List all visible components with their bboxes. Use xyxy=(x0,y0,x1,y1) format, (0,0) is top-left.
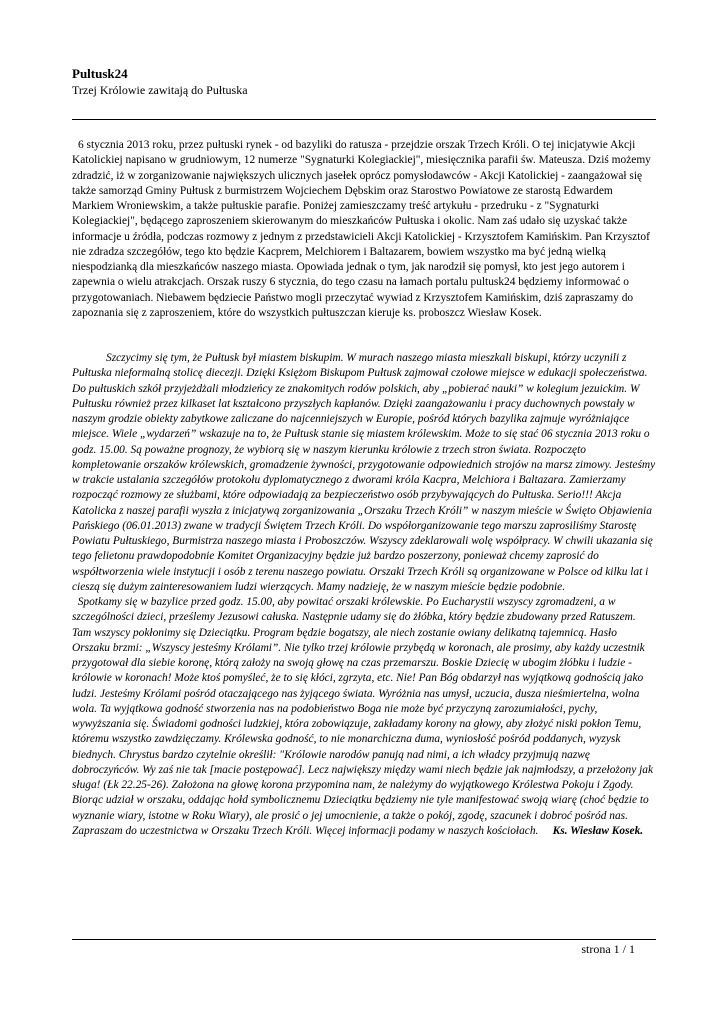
quote-part-2: Spotkamy się w bazylice przed godz. 15.00, aby powitać orszaki królewskie. Po Eucharystii wszyscy zgromadzeni, a w szczególności dzieci, prześlemy Jezusowi całuska. Następnie udamy się do żłóbka, który będzie zbudowany przed Ratuszem. Tam wszyscy pokłonimy się Dzieciątku. Program będzie bogatszy, ale niech zostanie owiany delikatną tajemnicą. Hasło Orszaku brzmi: „Wszyscy jesteśmy Królami”. Nie tylko trzej królowie przybędą w koronach, ale prosimy, aby każdy uczestnik przygotował dla siebie koronę, którą założy na swoją głowę na czas przemarszu. Boskie Dziecię w ubogim żłóbku i ludzie - królowie w koronach! Może ktoś pomyśleć, że to się kłóci, zgrzyta, etc. Nie! Pan Bóg obdarzył nas wyjątkową godnością jako ludzi. Jesteśmy Królami pośród otaczającego nas żyjącego świata. Wyróżnia nas umysł, uczucia, dusza nieśmiertelna, wolna wola. Ta wyjątkowa godność stworzenia nas na podobieństwo Boga nie może być przyczyną zarozumiałości, pychy, wywyższania się. Świadomi godności ludzkiej, która zobowiązuje, zakładamy korony na głowy, aby złożyć niski pokłon Temu, któremu wszystko zawdzięczamy. Królewska godność, to nie monarchiczna duma, wyniosłość pośród poddanych, wyzysk biednych. Chrystus bardzo czytelnie określił: "Królowie narodów panują nad nimi, a ich władcy przyjmują nazwę dobroczyńców. Wy zaś nie tak [macie postępować]. Lecz największy między wami niech będzie jak najmłodszy, a przełożony jak sługa! (Łk 22.25-26). Założona na głowę korona przypomina nam, że należymy do wyjątkowego Królestwa Pokoju i Zgody. Biorąc udział w orszaku, oddając hołd symbolicznemu Dzieciątku będziemy nie tyle manifestować swoją wiarę (choć będzie to wyznanie wiary, istotne w Roku Wiary), ale prosić o jej umocnienie, a także o pokój, zgodę, szacunek i dobroć pośród nas. Zapraszam do uczestnictwa w Orszaku Trzech Króli. Więcej informacji podamy w naszych kościołach. xyxy=(72,596,654,837)
article-body xyxy=(72,138,656,321)
quote-part-1: Szczycimy się tym, że Pułtusk był miastem biskupim. W murach naszego miasta mieszkali biskupi, którzy uczynili z Pułtuska nieformalną stolicę diecezji. Dzięki Księżom Biskupom Pułtusk zajmował czołowe miejsce w edukacji społeczeństwa. Do pułtuskich szkół przyjeżdżali młodzieńcy ze znakomitych rodów polskich, aby „pobierać nauki” w kolegium jezuickim. W Pułtusku również przez kilkaset lat kształcono przyszłych kapłanów. Dzięki zaangażowaniu i pracy duchownych powstały w naszym grodzie obiekty zabytkowe zaliczane do najcenniejszych w Europie, pośród których bazylika zajmuje wyróżniające miejsce. Wiele „wydarzeń” wskazuje na to, że Pułtusk stanie się miastem królewskim. Może to się stać 06 stycznia 2013 roku o godz. 15.00. Są poważne prognozy, że wybiorą się w naszym kierunku królowie z trzech stron świata. Rozpoczęto kompletowanie orszaków królewskich, gromadzenie żywności, przygotowanie odpowiednich strojów na marsz zimowy. Jesteśmy w trakcie ustalania szczegółów protokołu dyplomatycznego z dworami króla Kacpra, Melchiora i Baltazara. Zamierzamy rozpocząć rozmowy ze służbami, które odpowiadają za bezpieczeństwo osób przybywających do Pułtuska. Serio!!! Akcja Katolicka z naszej parafii wyszła z inicjatywą zorganizowania „Orszaku Trzech Króli” w naszym mieście w Święto Objawienia Pańskiego (06.01.2013) zwane w tradycji Świętem Trzech Króli. Do współorganizowanie tego marszu zaprosiliśmy Starostę Powiatu Pułtuskiego, Burmistrza naszego miasta i Proboszczów. Wszyscy zdeklarowali wolę współpracy. W chwili ukazania się tego felietonu prawdopodobnie Komitet Organizacyjny będzie już bardzo poszerzony, ponieważ chcemy zaprosić do współtworzenia wiele instytucji i osób z terenu naszego powiatu. Orszaki Trzech Króli są organizowane w Polsce od kilku lat i cieszą się dużym zainteresowaniem ludzi wierzących. Mamy nadzieję, że w naszym mieście będzie podobnie. xyxy=(72,352,656,593)
header-divider xyxy=(72,119,656,120)
site-title: Pultusk24 xyxy=(72,66,128,81)
invitation-quote xyxy=(72,351,656,839)
article-paragraph: 6 stycznia 2013 roku, przez pułtuski rynek - od bazyliki do ratusza - przejdzie orszak Trzech Króli. O tej inicjatywie Akcji Katolickiej napisano w grudniowym, 12 numerze "Sygnaturki Kolegiackiej", miesięcznika parafii św. Mateusza. Dziś możemy zdradzić, iż w zorganizowanie największych ulicznych jasełek oprócz pomysłodawców - Akcji Katolickiej - zaangażował się także samorząd Gminy Pułtusk z burmistrzem Wojciechem Dębskim oraz Starostwo Powiatowe ze starostą Edwardem Markiem Wroniewskim, a także pułtuskie parafie. Poniżej zamieszczamy treść artykułu - przedruku - z "Sygnaturki Kolegiackiej", będącego zaproszeniem skierowanym do mieszkańców Pułtuska i okolic. Nam zaś udało się uzyskać także informacje u źródła, podczas rozmowy z jednym z przedstawicieli Akcji Katolickiej - Krzysztofem Kamińskim. Pan Krzysztof nie zdradza szczegółów, tego kto będzie Kacprem, Melchiorem i Baltazarem, bowiem wszystko ma być jedną wielką niespodzianką dla mieszkańców naszego miasta. Opowiada jednak o tym, jak narodził się pomysł, kto jest jego autorem i zapewnia o wielu atrakcjach. Orszak ruszy 6 stycznia, do tego czasu na łamach portalu pultusk24 będziemy informować o przygotowaniach. Niebawem będziecie Państwo mogli przeczytać wywiad z Krzysztofem Kamińskim, dziś zapraszamy do zapoznania się z zaproszeniem, które do wszystkich pułtuszczan kieruje ks. proboszcz Wiesław Kosek. xyxy=(72,139,651,319)
page-number: strona 1 / 1 xyxy=(581,942,635,956)
quote-indent xyxy=(72,352,106,364)
footer-divider xyxy=(72,939,656,940)
article-title: Trzej Królowie zawitają do Pułtuska xyxy=(72,83,248,97)
quote-author: Ks. Wiesław Kosek. xyxy=(552,824,644,837)
